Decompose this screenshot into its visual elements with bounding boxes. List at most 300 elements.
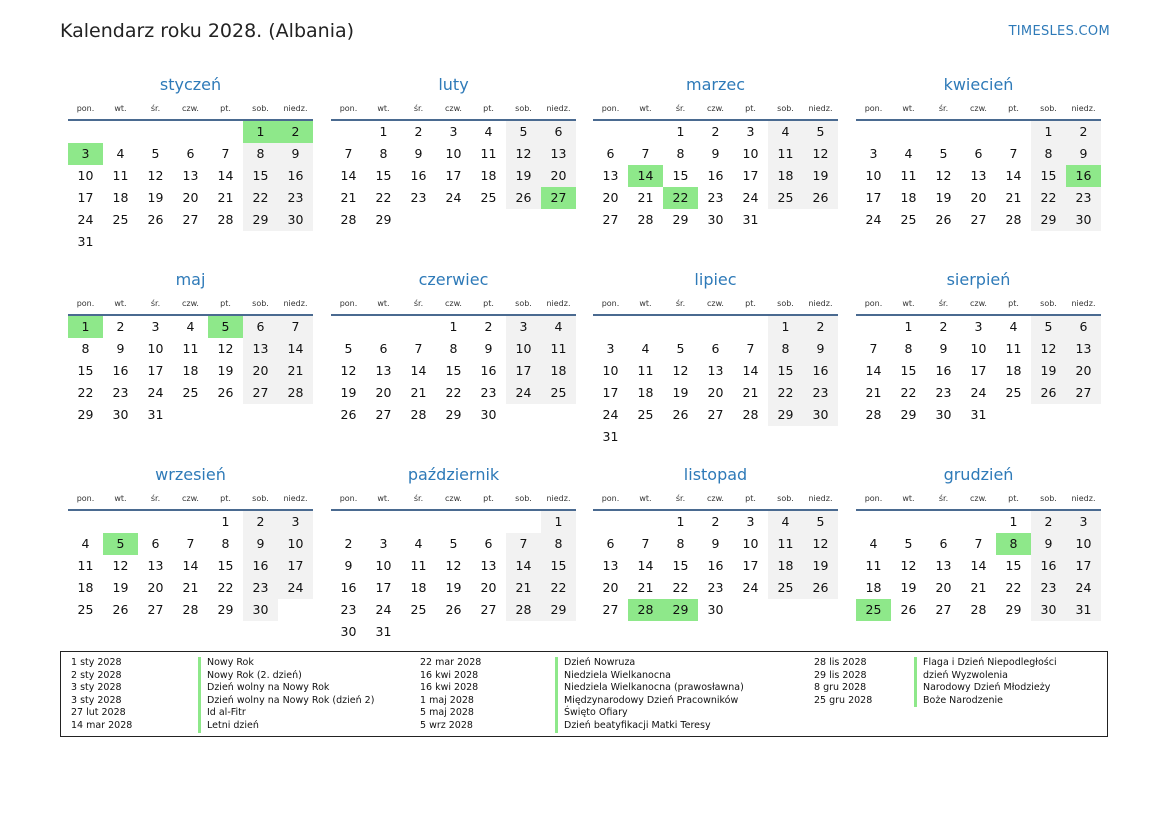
day-cell: 31 [375,624,392,639]
day-cell: 24 [375,602,392,617]
brand-logo-text[interactable]: TIMESLES.COM [1008,24,1110,39]
holiday-day-cell: 5 [208,316,243,338]
day-cell: 29 [217,602,234,617]
day-cell: 27 [243,382,278,404]
month-name: kwiecień [943,75,1014,94]
weekday-label: wt. [902,104,915,113]
weekday-label: śr. [150,299,161,308]
weekday-label: pon. [339,104,358,113]
legend-date: 27 lut 2028 [71,707,126,719]
weekday-label: pt. [220,104,231,113]
day-cell: 10 [278,533,313,555]
month-name: listopad [683,465,748,484]
day-cell: 16 [707,558,724,573]
day-cell: 13 [602,558,619,573]
weekday-header [856,494,1101,506]
day-cell: 30 [243,599,278,621]
month-name: wrzesień [155,465,226,484]
day-cell: 14 [742,363,759,378]
day-cell: 10 [506,338,541,360]
day-cell: 8 [243,143,278,165]
weekday-header [593,299,838,311]
day-cell: 27 [935,602,952,617]
day-cell: 19 [112,580,129,595]
day-cell: 1 [449,319,458,334]
day-cell: 14 [340,168,357,183]
day-cell: 13 [935,558,952,573]
day-cell: 23 [340,602,357,617]
day-cell: 18 [1005,363,1022,378]
day-cell: 14 [506,555,541,577]
day-cell: 9 [1031,533,1066,555]
day-cell: 3 [746,124,755,139]
day-cell: 20 [935,580,952,595]
day-cell: 1 [221,514,230,529]
weekday-label: pon. [864,299,883,308]
legend-date: 14 mar 2028 [71,719,133,731]
day-cell: 25 [182,385,199,400]
weekday-header [856,104,1101,116]
weekday-label: wt. [639,104,652,113]
day-cell: 3 [974,319,983,334]
day-cell: 21 [637,580,654,595]
day-cell: 4 [904,146,913,161]
day-cell: 15 [1005,558,1022,573]
day-cell: 8 [1031,143,1066,165]
day-cell: 2 [243,511,278,533]
day-cell: 3 [506,316,541,338]
weekday-header [331,299,576,311]
day-cell: 22 [1031,187,1066,209]
day-cell: 20 [707,385,724,400]
day-cell: 8 [676,146,685,161]
weekday-label: sob. [777,104,794,113]
day-cell: 28 [340,212,357,227]
day-cell: 18 [637,385,654,400]
day-cell: 6 [1066,316,1101,338]
day-cell: 26 [340,407,357,422]
day-cell: 26 [217,385,234,400]
weekday-label: wt. [377,104,390,113]
day-cell: 16 [410,168,427,183]
day-cell: 29 [445,407,462,422]
day-cell: 24 [742,190,759,205]
weekday-header [331,104,576,116]
weekday-label: wt. [902,494,915,503]
weekday-label: wt. [377,299,390,308]
weekday-label: sob. [252,494,269,503]
day-cell: 4 [869,536,878,551]
day-cell: 16 [935,363,952,378]
day-cell: 7 [746,341,755,356]
day-cell: 5 [1031,316,1066,338]
day-cell: 12 [803,143,838,165]
day-cell: 11 [1005,341,1022,356]
day-cell: 30 [803,404,838,426]
day-cell: 25 [480,190,497,205]
day-cell: 3 [278,511,313,533]
day-cell: 17 [865,190,882,205]
day-cell: 21 [217,190,234,205]
day-cell: 29 [243,209,278,231]
day-cell: 11 [768,143,803,165]
weekday-label: wt. [114,299,127,308]
weekday-label: pt. [745,494,756,503]
holiday-day-cell: 3 [68,143,103,165]
weekday-label: wt. [902,299,915,308]
day-cell: 15 [243,165,278,187]
legend-date: 28 lis 2028 [814,657,867,668]
day-cell: 4 [81,536,90,551]
day-cell: 30 [1066,209,1101,231]
day-cell: 23 [1066,187,1101,209]
day-cell: 26 [1031,382,1066,404]
day-cell: 1 [379,124,388,139]
weekday-label: czw. [707,104,724,113]
weekday-label: niedz. [283,299,308,308]
day-cell: 18 [410,580,427,595]
holiday-day-cell: 27 [541,187,576,209]
day-cell: 6 [974,146,983,161]
day-cell: 2 [1031,511,1066,533]
legend-holiday-name: Dzień wolny na Nowy Rok [198,682,329,695]
weekday-label: wt. [639,494,652,503]
day-cell: 16 [707,168,724,183]
day-cell: 25 [1005,385,1022,400]
day-cell: 3 [151,319,160,334]
day-cell: 17 [742,168,759,183]
holiday-day-cell: 22 [663,187,698,209]
day-cell: 21 [865,385,882,400]
day-cell: 12 [147,168,164,183]
weekday-label: śr. [413,104,424,113]
weekday-label: śr. [413,494,424,503]
day-cell: 22 [1005,580,1022,595]
day-cell: 18 [900,190,917,205]
day-cell: 20 [1066,360,1101,382]
page-title: Kalendarz roku 2028. (Albania) [60,20,355,42]
weekday-label: niedz. [808,494,833,503]
day-cell: 21 [278,360,313,382]
day-cell: 9 [711,536,720,551]
day-cell: 5 [449,536,458,551]
day-cell: 13 [707,363,724,378]
day-cell: 5 [939,146,948,161]
weekday-label: pon. [864,494,883,503]
day-cell: 8 [541,533,576,555]
day-cell: 18 [112,190,129,205]
day-cell: 4 [414,536,423,551]
day-cell: 30 [112,407,129,422]
weekday-label: niedz. [808,104,833,113]
day-cell: 15 [217,558,234,573]
day-cell: 10 [742,146,759,161]
day-cell: 31 [147,407,164,422]
holiday-day-cell: 29 [663,599,698,621]
weekday-header [593,494,838,506]
day-cell: 22 [445,385,462,400]
day-cell: 10 [602,363,619,378]
weekday-label: pt. [483,299,494,308]
day-cell: 28 [970,602,987,617]
day-cell: 15 [672,168,689,183]
day-cell: 27 [707,407,724,422]
weekday-header [68,299,313,311]
day-cell: 7 [506,533,541,555]
day-cell: 16 [278,165,313,187]
day-cell: 2 [414,124,423,139]
weekday-header [593,104,838,116]
day-cell: 9 [711,146,720,161]
weekday-label: śr. [150,104,161,113]
day-cell: 22 [77,385,94,400]
day-cell: 2 [711,514,720,529]
day-cell: 19 [445,580,462,595]
day-cell: 3 [449,124,458,139]
day-cell: 1 [768,316,803,338]
weekday-label: sob. [1040,299,1057,308]
day-cell: 24 [77,212,94,227]
day-cell: 24 [278,577,313,599]
day-cell: 25 [112,212,129,227]
day-cell: 20 [147,580,164,595]
weekday-label: czw. [445,299,462,308]
legend-date: 3 sty 2028 [71,682,122,694]
day-cell: 28 [637,212,654,227]
weekday-label: pt. [1008,104,1019,113]
weekday-label: sob. [777,299,794,308]
day-cell: 26 [803,577,838,599]
legend-date: 22 mar 2028 [420,657,482,668]
day-cell: 19 [900,580,917,595]
weekday-label: czw. [182,299,199,308]
day-cell: 20 [375,385,392,400]
day-cell: 12 [935,168,952,183]
day-cell: 13 [1066,338,1101,360]
day-cell: 28 [742,407,759,422]
day-cell: 18 [865,580,882,595]
day-cell: 11 [637,363,654,378]
day-cell: 31 [970,407,987,422]
day-cell: 7 [221,146,230,161]
day-cell: 9 [278,143,313,165]
day-cell: 17 [506,360,541,382]
legend-date: 3 sty 2028 [71,694,122,706]
day-cell: 21 [970,580,987,595]
legend-holiday-name: Międzynarodowy Dzień Pracowników [555,695,738,708]
day-cell: 13 [243,338,278,360]
month-name: październik [407,465,500,484]
day-cell: 24 [970,385,987,400]
day-cell: 4 [768,511,803,533]
day-cell: 11 [410,558,427,573]
day-cell: 2 [711,124,720,139]
legend-holiday-name: Święto Ofiary [555,707,628,720]
day-cell: 24 [742,580,759,595]
weekday-label: czw. [445,104,462,113]
holiday-day-cell: 25 [856,599,891,621]
day-cell: 23 [803,382,838,404]
weekday-header [68,494,313,506]
weekday-label: niedz. [546,104,571,113]
day-cell: 31 [77,234,94,249]
day-cell: 17 [147,363,164,378]
day-cell: 13 [970,168,987,183]
day-cell: 31 [602,429,619,444]
day-cell: 8 [768,338,803,360]
day-cell: 27 [970,212,987,227]
day-cell: 30 [480,407,497,422]
day-cell: 8 [676,536,685,551]
day-cell: 16 [1031,555,1066,577]
day-cell: 11 [900,168,917,183]
day-cell: 19 [217,363,234,378]
day-cell: 18 [182,363,199,378]
day-cell: 2 [939,319,948,334]
day-cell: 19 [506,165,541,187]
day-cell: 12 [445,558,462,573]
day-cell: 25 [768,577,803,599]
day-cell: 15 [541,555,576,577]
day-cell: 14 [410,363,427,378]
day-cell: 12 [112,558,129,573]
day-cell: 2 [116,319,125,334]
day-cell: 12 [672,363,689,378]
month-name: czerwiec [418,270,489,289]
day-cell: 17 [278,555,313,577]
weekday-label: wt. [377,494,390,503]
legend-holiday-name: Dzień beatyfikacji Matki Teresy [555,720,711,733]
day-cell: 17 [375,580,392,595]
day-cell: 12 [217,341,234,356]
day-cell: 27 [147,602,164,617]
day-cell: 27 [602,602,619,617]
day-cell: 15 [1031,165,1066,187]
legend-holiday-name: Niedziela Wielkanocna [555,670,671,683]
day-cell: 8 [449,341,458,356]
day-cell: 24 [506,382,541,404]
weekday-label: pt. [483,104,494,113]
day-cell: 5 [506,121,541,143]
day-cell: 11 [112,168,129,183]
day-cell: 23 [243,577,278,599]
day-cell: 13 [375,363,392,378]
day-cell: 9 [1066,143,1101,165]
day-cell: 7 [186,536,195,551]
day-cell: 24 [1066,577,1101,599]
day-cell: 16 [340,580,357,595]
day-cell: 28 [865,407,882,422]
day-cell: 23 [707,580,724,595]
weekday-label: pon. [339,299,358,308]
day-cell: 7 [974,536,983,551]
weekday-label: czw. [182,494,199,503]
day-cell: 30 [707,212,724,227]
day-cell: 24 [445,190,462,205]
day-cell: 22 [768,382,803,404]
day-cell: 19 [1031,360,1066,382]
day-cell: 3 [606,341,615,356]
day-cell: 23 [707,190,724,205]
holiday-day-cell: 5 [103,533,138,555]
legend-holiday-name: Nowy Rok (2. dzień) [198,670,302,683]
weekday-label: śr. [675,494,686,503]
day-cell: 14 [278,338,313,360]
day-cell: 10 [147,341,164,356]
day-cell: 6 [541,121,576,143]
day-cell: 23 [1031,577,1066,599]
weekday-label: czw. [182,104,199,113]
day-cell: 9 [116,341,125,356]
day-cell: 8 [221,536,230,551]
weekday-label: sob. [777,494,794,503]
day-cell: 29 [900,407,917,422]
legend-holiday-name: Niedziela Wielkanocna (prawosławna) [555,682,744,695]
day-cell: 15 [768,360,803,382]
legend-date: 16 kwi 2028 [420,669,479,681]
day-cell: 7 [278,316,313,338]
day-cell: 6 [606,146,615,161]
day-cell: 9 [243,533,278,555]
legend-holiday-name: Letni dzień [198,720,259,733]
day-cell: 29 [1031,209,1066,231]
day-cell: 6 [484,536,493,551]
weekday-label: śr. [938,494,949,503]
holiday-day-cell: 1 [68,316,103,338]
day-cell: 9 [414,146,423,161]
weekday-label: niedz. [546,494,571,503]
day-cell: 12 [340,363,357,378]
weekday-label: pon. [76,104,95,113]
day-cell: 26 [935,212,952,227]
day-cell: 13 [480,558,497,573]
weekday-label: czw. [445,494,462,503]
weekday-label: sob. [252,104,269,113]
day-cell: 26 [506,187,541,209]
day-cell: 12 [803,533,838,555]
day-cell: 26 [445,602,462,617]
weekday-label: wt. [114,494,127,503]
holiday-day-cell: 16 [1066,165,1101,187]
weekday-label: sob. [1040,104,1057,113]
day-cell: 7 [414,341,423,356]
day-cell: 5 [344,341,353,356]
day-cell: 11 [541,338,576,360]
day-cell: 7 [1009,146,1018,161]
day-cell: 10 [375,558,392,573]
day-cell: 22 [375,190,392,205]
holiday-day-cell: 2 [278,121,313,143]
day-cell: 18 [541,360,576,382]
weekday-label: niedz. [283,104,308,113]
day-cell: 28 [410,407,427,422]
day-cell: 23 [278,187,313,209]
day-cell: 4 [1009,319,1018,334]
day-cell: 5 [803,511,838,533]
legend-date: 8 gru 2028 [814,682,867,694]
day-cell: 14 [1005,168,1022,183]
day-cell: 25 [637,407,654,422]
day-cell: 10 [445,146,462,161]
day-cell: 23 [410,190,427,205]
day-cell: 1 [541,511,576,533]
weekday-label: niedz. [546,299,571,308]
day-cell: 7 [641,146,650,161]
weekday-header [68,104,313,116]
day-cell: 15 [672,558,689,573]
weekday-label: śr. [675,104,686,113]
legend-date: 5 wrz 2028 [420,719,473,731]
